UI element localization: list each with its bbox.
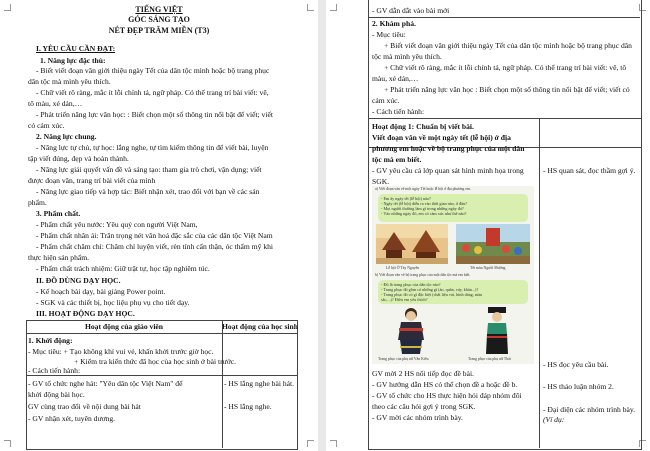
text-line: GV cùng trao đổi về nội dung bài hát (28, 402, 141, 411)
text-line: - Chữ viết rõ ràng, mắc ít lỗi chính tả, ngữ pháp. Có thể trang trí bài viết: vẽ, (36, 88, 269, 97)
text-line: - Phẩm chất nhân ái: Trân trọng nét văn hoá đặc sắc của các dân tộc Việt Nam (36, 231, 273, 240)
text-line: - GV yêu cầu cả lớp quan sát hình minh họa trong (372, 166, 524, 175)
text-line: - Năng lực tự chủ, tự học: lắng nghe, tự tìm kiếm thông tin để viết bài, luyện (36, 143, 269, 152)
table-header-student: Hoạt động của học sinh (222, 322, 298, 331)
subsection-1-2: 2. Năng lực chung. (36, 132, 97, 141)
text-line: có cảm xúc. (28, 121, 65, 130)
text-line: - HS lắng nghe bài hát. (224, 379, 295, 388)
subsection-1-1: 1. Năng lực đặc thù: (40, 56, 106, 65)
subsection-1-3: 3. Phẩm chất. (36, 209, 81, 218)
text-line: cảm xúc. (372, 96, 400, 105)
illustration-prompt-b: b) Viết đoạn văn về bộ trang phục của một dân tộc mà em biết. (375, 273, 471, 277)
text-line: - Kế hoạch bài dạy, bài giảng Power point. (36, 287, 166, 296)
text-line: theo các câu hỏi gợi ý trong SGK. (372, 402, 476, 411)
text-line: Viết đoạn văn về một ngày tết (lễ hội) ở địa (372, 133, 511, 142)
table-header-teacher: Hoạt động của giáo viên (84, 322, 164, 331)
text-line: phẩm. (28, 198, 47, 207)
festival-photo-2 (456, 224, 530, 264)
text-line: (Ví dụ: (543, 415, 565, 424)
text-line: - GV mời các nhóm trình bày. (372, 413, 463, 422)
text-line: + Phát triển năng lực văn học : Biết chọn một số thông tin nổi bật để viết; viết có (384, 85, 630, 94)
costume-figure-van-kieu (386, 306, 436, 356)
festival-photo-1 (376, 224, 448, 264)
text-line: khởi động bài học. (28, 390, 85, 399)
text-line: tập viết đúng, đẹp và hoàn thành. (28, 154, 129, 163)
text-line: - Mục tiêu: + Tạo không khí vui vẻ, khấn khởi trước giờ học. (28, 347, 214, 356)
caption-photo-1: Lễ hội Ờ Tày Nguyên (386, 266, 420, 270)
text-line: - Mục tiêu: (372, 30, 406, 39)
lesson-title: NÉT ĐẸP TRĂM MIỀN (T3) (108, 26, 210, 35)
text-line: - SGK và các thiết bị, học liệu phụ vụ cho tiết dạy. (36, 298, 190, 307)
text-line: dân tộc mà mình yêu thích. (28, 77, 111, 86)
illustration-prompt-a: a) Viết đoạn văn về một ngày Tết hoặc lễ hội ở địa phương em. (375, 187, 471, 191)
prompt-line: - Trang phục đó gồm có những gì (áo, quần, váy, khăn...)? (381, 287, 479, 292)
text-line: + Chữ viết rõ ràng, mắc ít lỗi chính tả, ngữ pháp. Có thể trang trí bài viết: vẽ, tô (384, 63, 627, 72)
prompt-line: - Mọi người thường làm gì trong những ngày đó? (381, 206, 464, 211)
activity-1-heading: Hoạt động 1: Chuẩn bị viết bài. (372, 122, 474, 131)
text-line: - Phẩm chất yêu nước: Yêu quý con người Việt Nam, (36, 220, 198, 229)
text-line: - Đại diện các nhóm trình bày. (543, 405, 636, 414)
text-line: - Phẩm chất chăm chỉ: Chăm chỉ luyện viết, rèn tính cẩn thận, óc thẩm mỹ khi (36, 242, 274, 251)
text-line: - Phẩm chất trách nhiệm: Giữ trật tự, học tập nghiêm túc. (36, 264, 210, 273)
caption-photo-2: Tết mùa Người Mường (470, 266, 506, 270)
text-line: thực hiện sản phẩm. (28, 253, 90, 262)
text-line: - Cách tiến hành: (28, 366, 81, 375)
text-line: phương em hoặc về bộ trang phục của một dân (372, 144, 525, 153)
section-2-heading: II. ĐỒ DÙNG DẠY HỌC. (36, 276, 121, 285)
costume-figure-thai (472, 306, 522, 356)
left-page (0, 0, 318, 451)
step-explore: 2. Khám phá. (372, 19, 416, 28)
text-line: tộc mà mình yêu thích. (372, 52, 442, 61)
section-3-heading: III. HOẠT ĐỘNG DẠY HỌC. (36, 309, 135, 318)
text-line: được đoạn văn, trang trí bài viết của mình (28, 176, 156, 185)
prompt-line: - Trang phục đó có gì đặc biệt (chất liệu vải, hình dáng, màu (381, 292, 483, 297)
text-line: - GV nhận xét, tuyên dương. (28, 414, 116, 423)
text-line: - HS đọc yêu cầu bài. (543, 360, 609, 369)
text-line: - HS thảo luận nhóm 2. (543, 382, 614, 391)
text-line: + Kiểm tra kiến thức đã học của học sinh ở bài trước. (74, 357, 237, 366)
text-line: - GV tổ chức nghe hát: "Yêu dân tộc Việt Nam" để (28, 379, 183, 388)
text-line: màu, xé dán,… (372, 74, 419, 83)
lesson-group: GÓC SÁNG TẠO (128, 15, 190, 24)
text-line: tô màu, xé dán,… (28, 99, 83, 108)
text-line: - GV hướng dẫn HS có thể chọn đề a hoặc đề b. (372, 380, 518, 389)
text-line: - HS lắng nghe. (224, 402, 272, 411)
prompt-line: - Em ấy ngày tết (lễ hội) nào? (381, 196, 431, 201)
prompt-line: - Ngày tết (lễ hội) diễn ra vào thời gian nào, ở đâu? (381, 201, 467, 206)
text-line: - Phát triển năng lực văn học: : Biết chọn một số thông tin nổi bật để viết; viết (36, 110, 273, 119)
text-line: - Biết viết đoạn văn giới thiệu ngày Tết của dân tộc mình hoặc bộ trang phục (36, 66, 270, 75)
step-warmup: 1. Khởi động: (28, 336, 73, 345)
prompt-line: - Đó là trang phục của dân tộc nào? (381, 282, 441, 287)
prompt-line: - Vào những ngày đó, em có cảm xúc như thế nào? (381, 211, 467, 216)
text-line: - Năng lực giải quyết vấn đề và sáng tạo: tham gia trò chơi, vận dụng; viết (36, 165, 262, 174)
caption-costume-1: Trang phục của phụ nữ Vân Kiều (378, 357, 429, 361)
text-line: - Năng lực giao tiếp và hợp tác: Biết nhận xét, trao đổi với bạn về các sản (36, 187, 260, 196)
text-line: - GV dẫn dắt vào bài mới (372, 6, 450, 15)
text-line: - HS quan sát, đọc thầm gợi ý. (543, 166, 636, 175)
right-page (326, 0, 650, 451)
textbook-illustration (372, 186, 534, 364)
section-1-heading: I. YÊU CẦU CẦN ĐẠT: (36, 44, 116, 53)
text-line: - GV tổ chức cho HS thực hiện hỏi đáp nhóm đôi (372, 391, 522, 400)
text-line: - Cách tiến hành: (372, 107, 425, 116)
subject-title: TIẾNG VIỆT (135, 5, 183, 14)
text-line: tộc mà em biết. (372, 155, 422, 164)
text-line: SGK. (372, 177, 390, 186)
text-line: + Biết viết đoạn văn giới thiệu ngày Tết của dân tộc mình hoặc bộ trang phục dân (384, 41, 632, 50)
prompt-line: sắc,...)? Điều em yêu thích? (381, 297, 428, 302)
caption-costume-2: Trang phục của phụ nữ Thái (468, 357, 511, 361)
text-line: GV mời 2 HS nối tiếp đọc đề bài. (372, 369, 474, 378)
